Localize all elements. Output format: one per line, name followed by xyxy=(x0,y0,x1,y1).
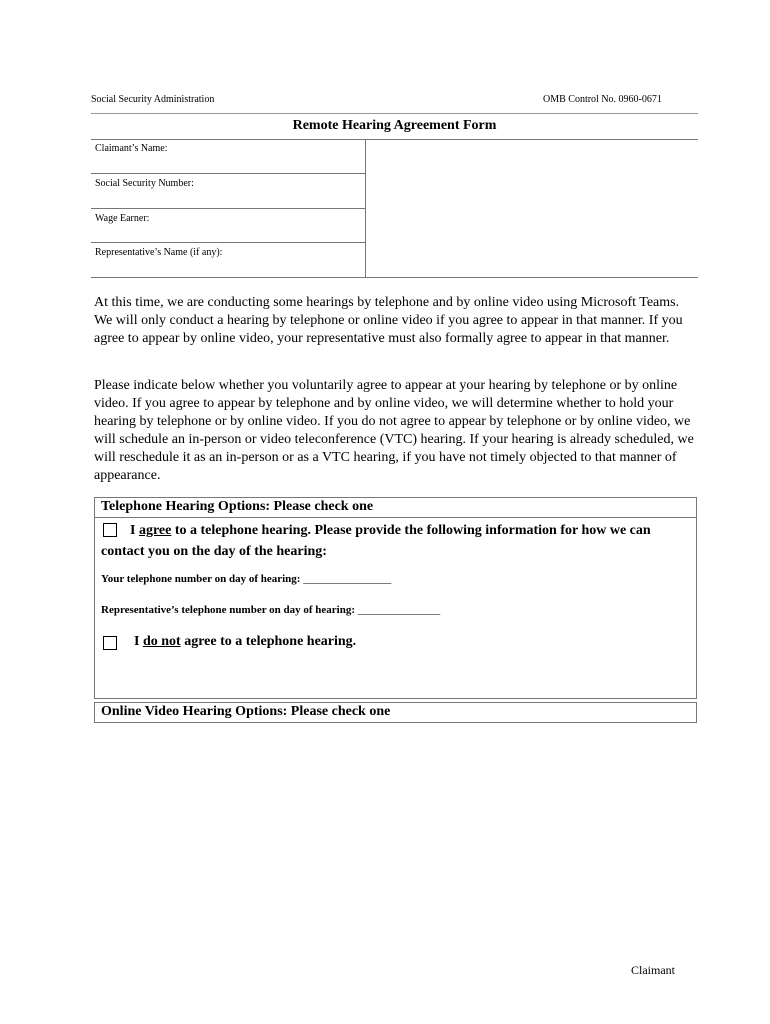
info-column-divider xyxy=(365,139,366,277)
representative-name-label: Representative’s Name (if any): xyxy=(95,247,223,258)
video-options-heading: Online Video Hearing Options: Please check one xyxy=(101,704,391,719)
field-divider xyxy=(91,242,365,243)
ssn-label: Social Security Number: xyxy=(95,178,194,189)
your-phone-label: Your telephone number on day of hearing: xyxy=(101,573,301,585)
claimant-info-section xyxy=(91,139,698,278)
form-title: Remote Hearing Agreement Form xyxy=(292,118,497,133)
disagree-telephone-option xyxy=(134,634,356,650)
omb-control-number: OMB Control No. 0960-0671 xyxy=(543,94,662,105)
claimant-name-label: Claimant’s Name: xyxy=(95,143,168,154)
telephone-heading-divider xyxy=(94,517,697,518)
rep-phone-line xyxy=(101,604,440,616)
wage-earner-label: Wage Earner: xyxy=(95,213,150,224)
agree-suffix: to a telephone hearing. Please provide the following information for how we can contact you on the day of the hearing: xyxy=(101,523,651,559)
instructions-paragraph: Please indicate below whether you voluntarily agree to appear at your hearing by telephone or by online video. If you agree to appear by telephone and by online video, we will determine whether to hold your hearing by telephone or by online video. If you do not agree to appear by telephone or by online video, we will schedule an in-person or video teleconference (VTC) hearing. If your hearing is already scheduled, we will reschedule it as an in-person or as a VTC hearing, if you have not timely objected to that manner of appearance. xyxy=(94,378,694,483)
header-divider xyxy=(91,113,698,114)
disagree-suffix: agree to a telephone hearing. xyxy=(180,634,357,649)
agree-keyword: agree xyxy=(138,523,172,538)
footer-claimant-label: Claimant xyxy=(631,963,675,977)
agree-prefix: I xyxy=(130,523,139,538)
agency-name: Social Security Administration xyxy=(91,94,215,105)
rep-phone-label: Representative’s telephone number on day of hearing: xyxy=(101,604,356,616)
disagree-telephone-checkbox[interactable] xyxy=(103,636,117,650)
field-divider xyxy=(91,208,365,209)
your-phone-line xyxy=(101,573,391,585)
agree-telephone-option xyxy=(101,520,693,562)
rep-phone-field[interactable]: _______________ xyxy=(355,604,441,616)
disagree-prefix: I xyxy=(134,634,143,649)
your-phone-field[interactable]: ________________ xyxy=(300,573,392,585)
intro-paragraph: At this time, we are conducting some hearings by telephone and by online video using Microsoft Teams. We will only conduct a hearing by telephone or online video if you agree to appear in that manner. If you agree to appear by online video, your representative must also formally agree to appear in that manner. xyxy=(94,295,683,346)
disagree-keyword: do not xyxy=(142,634,181,649)
telephone-options-heading: Telephone Hearing Options: Please check one xyxy=(101,499,374,514)
field-divider xyxy=(91,173,365,174)
